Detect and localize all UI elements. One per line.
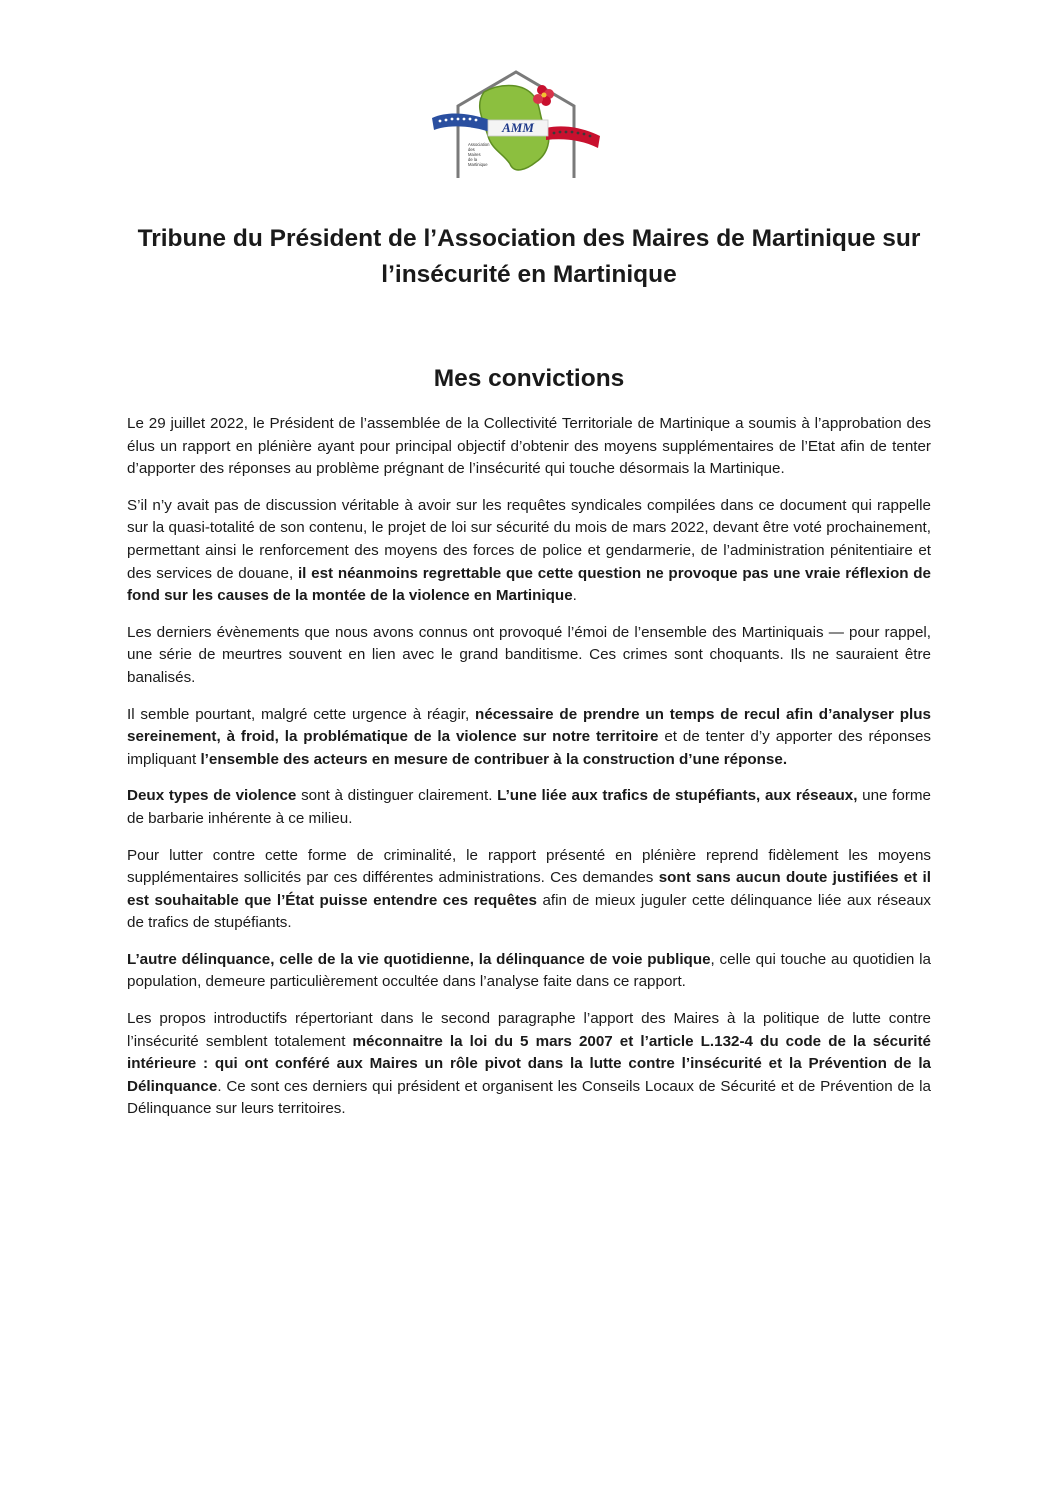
body-paragraph bbox=[127, 622, 931, 690]
body-paragraph bbox=[127, 949, 931, 994]
text-run: Pour lutter contre cette forme de criminalité, le rapport présenté en plénière reprend fidèlement les moyens supplémentaires sollicités par ces différentes administrations. Ces demandes bbox=[127, 846, 931, 887]
flower-icon bbox=[533, 85, 554, 106]
bold-text-run: méconnaitre la loi du 5 mars 2007 et l’article L.132-4 du code de la sécurité intérieure : qui ont conféré aux Maires un rôle pivot dans la lutte contre l’insécurité et la Prévention de la Délinquance bbox=[127, 1032, 931, 1095]
text-run: sont à distinguer clairement. bbox=[296, 787, 498, 805]
body-paragraph bbox=[127, 413, 931, 481]
text-run: S’il n’y avait pas de discussion véritable à avoir sur les requêtes syndicales compilées dans ce document qui rappelle sur la quasi-totalité de son contenu, le projet de loi sur sécurité du mois de mars 2022, devant être voté prochainement, permettant ainsi le renforcement des moyens des forces de police et gendarmerie, de l’administration pénitentiaire et des services de douane, bbox=[127, 496, 931, 582]
bold-text-run: Deux types de violence bbox=[127, 787, 297, 805]
text-run: afin de mieux juguler cette délinquance liée aux réseaux de trafics de stupéfiants. bbox=[127, 891, 931, 932]
text-run: Il semble pourtant, malgré cette urgence à réagir, bbox=[127, 705, 476, 723]
text-run: Les propos introductifs répertoriant dans le second paragraphe l’apport des Maires à la politique de lutte contre l’insécurité semblent totalement bbox=[127, 1010, 931, 1050]
body-paragraph bbox=[127, 704, 931, 772]
bold-text-run: sont sans aucun doute justifiées et il est souhaitable que l’État puisse entendre ces requêtes bbox=[127, 869, 931, 909]
bold-text-run: nécessaire de prendre un temps de recul afin d’analyser plus sereinement, à froid, la problématique de la violence sur notre territoire bbox=[127, 705, 931, 746]
logo-acronym: AMM bbox=[502, 120, 534, 135]
text-run: . bbox=[572, 587, 577, 605]
body-paragraph bbox=[127, 495, 931, 608]
body-paragraph bbox=[127, 845, 931, 935]
section-title: Mes convictions bbox=[433, 365, 625, 392]
text-run: Le 29 juillet 2022, le Président de l’assemblée de la Collectivité Territoriale de Martinique a soumis à l’approbation des élus un rapport en plénière ayant pour principal objectif d’obtenir des moyens supplémentaires de l’Etat afin de tenter d’apporter des réponses au problème prégnant de l’insécurité qui touche désormais la Martinique. bbox=[127, 415, 931, 478]
bold-text-run: L’une liée aux trafics de stupéfiants, aux réseaux, bbox=[497, 787, 858, 805]
text-run: , celle qui touche au quotidien la population, demeure particulièrement occultée dans l’analyse faite dans ce rapport. bbox=[127, 950, 931, 991]
logo-caption: Association des Maires de la Martinique bbox=[468, 142, 490, 167]
body-paragraph bbox=[127, 785, 931, 830]
document-title: Tribune du Président de l’Association des Maires de Martinique sur l’insécurité en Martinique bbox=[137, 225, 921, 288]
text-run: et de tenter d’y apporter des réponses impliquant bbox=[127, 728, 931, 768]
document-body bbox=[127, 413, 931, 1135]
text-run: Les derniers évènements que nous avons connus ont provoqué l’émoi de l’ensemble des Martiniquais — pour rappel, une série de meurtres souvent en lien avec le grand banditisme. Ces crimes sont choquants. Ils ne sauraient être banalisés. bbox=[127, 623, 931, 686]
body-paragraph bbox=[127, 1008, 931, 1121]
text-run: . Ce sont ces derniers qui président et organisent les Conseils Locaux de Sécurité et de Prévention de la Délinquance sur leurs territoires. bbox=[127, 1077, 931, 1118]
amm-logo bbox=[428, 70, 604, 185]
bold-text-run: L’autre délinquance, celle de la vie quotidienne, la délinquance de voie publique bbox=[127, 950, 711, 968]
bold-text-run: l’ensemble des acteurs en mesure de contribuer à la construction d’une réponse. bbox=[200, 750, 788, 768]
bold-text-run: il est néanmoins regrettable que cette question ne provoque pas une vraie réflexion de fond sur les causes de la montée de la violence en Martinique bbox=[127, 564, 931, 605]
text-run: une forme de barbarie inhérente à ce milieu. bbox=[127, 787, 931, 827]
